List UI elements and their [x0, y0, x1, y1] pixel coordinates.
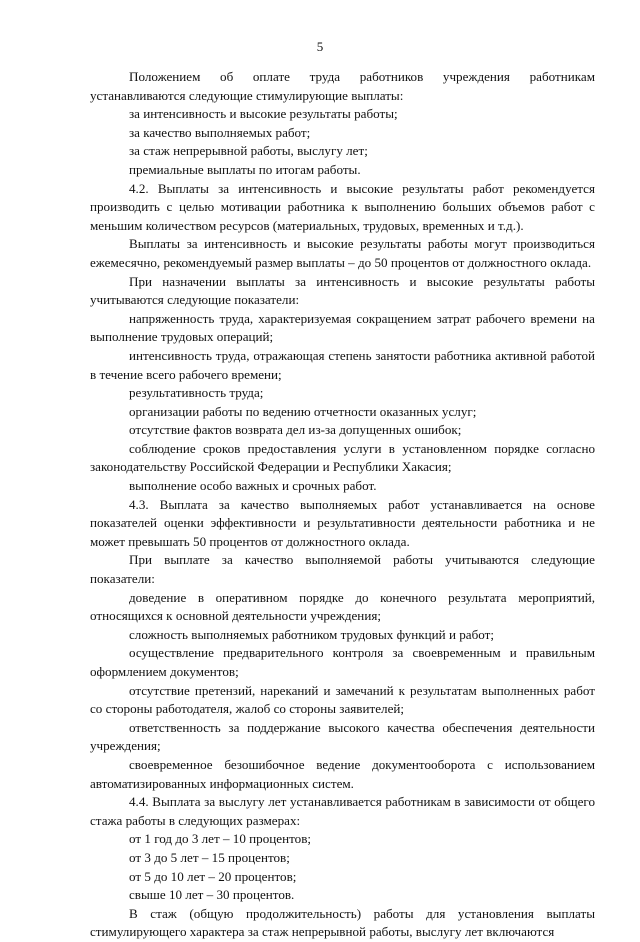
- paragraph: соблюдение сроков предоставления услуги в установленном порядке согласно законодательству Российской Федерации и Республики Хакасия;: [90, 440, 595, 475]
- paragraph: свыше 10 лет – 30 процентов.: [129, 887, 295, 903]
- paragraph: отсутствие фактов возврата дел из-за допущенных ошибок;: [129, 422, 462, 438]
- paragraph: При назначении выплаты за интенсивность и высокие результаты работы учитываются следующие показатели:: [90, 273, 595, 308]
- paragraph: Положением об оплате труда работников учреждения работникам устанавливаются следующие стимулирующие выплаты:: [90, 69, 595, 103]
- paragraph: 4.3. Выплата за качество выполняемых работ устанавливается на основе показателей оценки эффективности и результативности деятельности работника и не может превышать 50 процентов от должностного оклада.: [90, 496, 595, 549]
- paragraph: В стаж (общую продолжительность) работы для установления выплаты стимулирующего характера за стаж непрерывной работы, выслугу лет включаются: [90, 905, 595, 940]
- paragraph: за интенсивность и высокие результаты работы;: [129, 106, 398, 122]
- paragraph: премиальные выплаты по итогам работы.: [129, 161, 361, 177]
- paragraph: интенсивность труда, отражающая степень занятости работника активной работой в течение всего рабочего времени;: [90, 347, 595, 382]
- paragraph: своевременное безошибочное ведение документооборота с использованием автоматизированных информационных систем.: [90, 756, 595, 791]
- paragraph: 4.4. Выплата за выслугу лет устанавливается работникам в зависимости от общего стажа работы в следующих размерах:: [90, 794, 595, 828]
- paragraph: выполнение особо важных и срочных работ.: [129, 478, 377, 494]
- paragraph: от 5 до 10 лет – 20 процентов;: [129, 868, 297, 884]
- paragraph: за стаж непрерывной работы, выслугу лет;: [129, 143, 368, 159]
- page-number: 5: [316, 39, 324, 54]
- document-body: [90, 68, 595, 942]
- paragraph: ответственность за поддержание высокого качества обеспечения деятельности учреждения;: [90, 719, 595, 754]
- paragraph: Выплаты за интенсивность и высокие результаты работы могут производиться ежемесячно, рекомендуемый размер выплаты – до 50 процентов от должностного оклада.: [90, 236, 595, 270]
- paragraph: сложность выполняемых работником трудовых функций и работ;: [129, 626, 494, 642]
- paragraph: напряженность труда, характеризуемая сокращением затрат рабочего времени на выполнение трудовых операций;: [90, 310, 595, 345]
- paragraph: осуществление предварительного контроля за своевременным и правильным оформлением документов;: [90, 645, 595, 679]
- paragraph: результативность труда;: [129, 385, 264, 401]
- paragraph: организации работы по ведению отчетности оказанных услуг;: [129, 403, 477, 419]
- paragraph: 4.2. Выплаты за интенсивность и высокие результаты работ рекомендуется производить с целью мотивации работника к выполнению больших объемов работ с меньшим количеством ресурсов (материальных, трудовых, временных и т.д.).: [90, 180, 595, 233]
- paragraph: от 1 год до 3 лет – 10 процентов;: [129, 831, 312, 847]
- paragraph: от 3 до 5 лет – 15 процентов;: [129, 849, 290, 865]
- paragraph: доведение в оперативном порядке до конечного результата мероприятий, относящихся к основной деятельности учреждения;: [90, 589, 595, 624]
- paragraph: При выплате за качество выполняемой работы учитываются следующие показатели:: [90, 552, 595, 587]
- paragraph: за качество выполняемых работ;: [129, 124, 311, 140]
- paragraph: отсутствие претензий, нареканий и замечаний к результатам выполненных работ со стороны работодателя, жалоб со стороны заявителей;: [90, 682, 595, 717]
